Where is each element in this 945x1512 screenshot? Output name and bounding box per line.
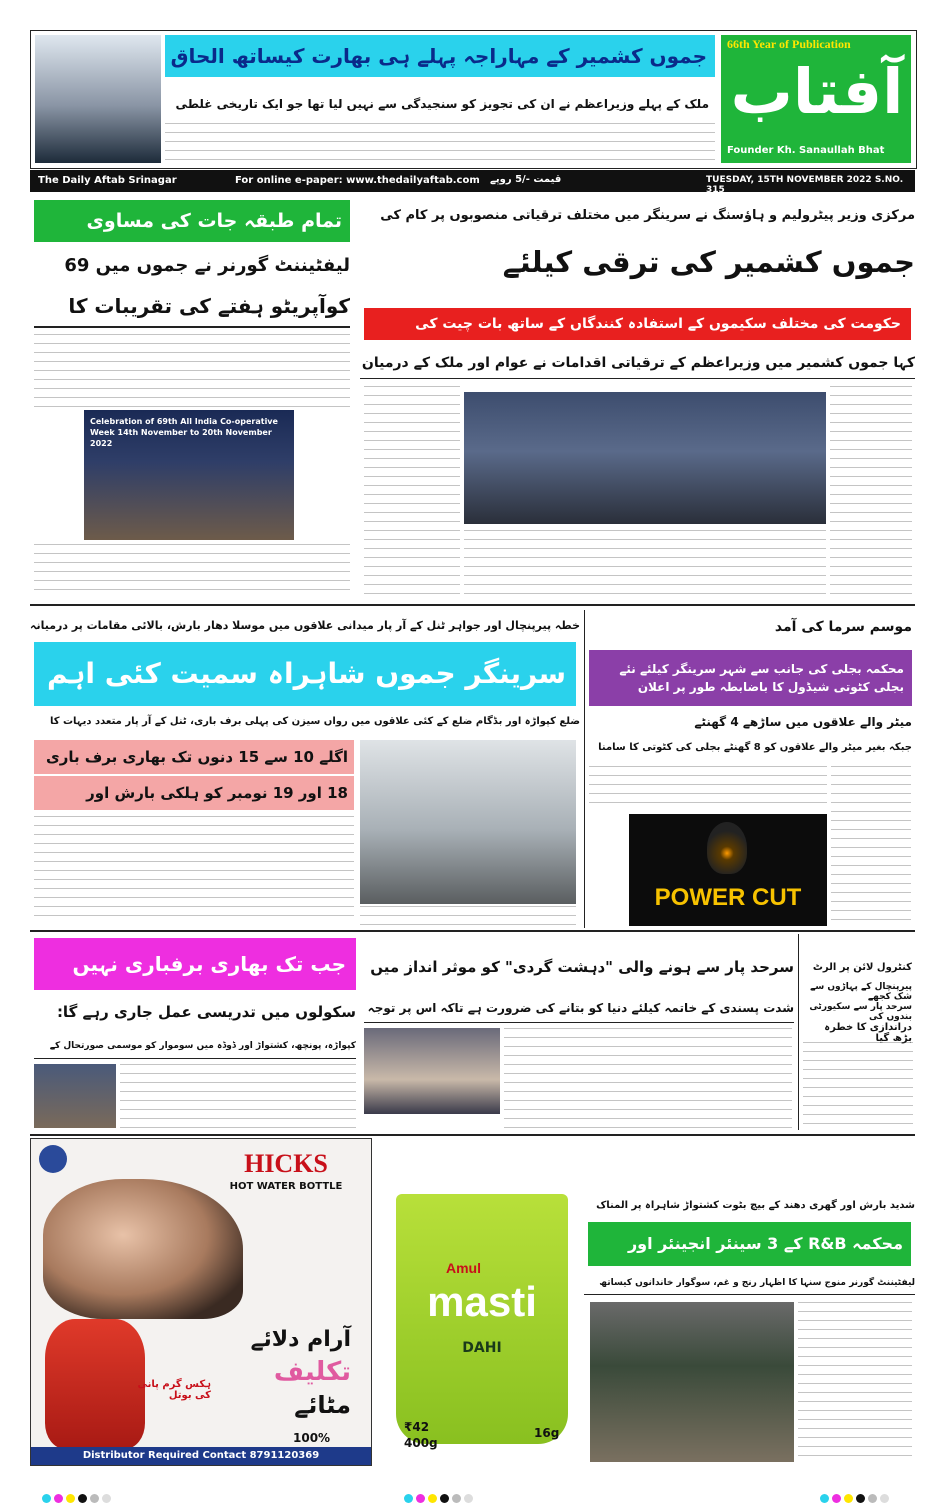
bulb-icon	[707, 822, 747, 874]
schools-body-text	[120, 1064, 356, 1128]
hicks-brand: HICKS	[244, 1149, 328, 1178]
registration-marks-left	[42, 1494, 111, 1503]
lg-banner-text: Celebration of 69th All India Co-operative Week 14th November to 20th November 2022	[90, 417, 278, 448]
schools-photo	[34, 1064, 116, 1128]
registration-marks-right	[820, 1494, 889, 1503]
hicks-urdu-2: تکلیف	[273, 1357, 351, 1387]
lg-story	[30, 198, 354, 600]
border-photo	[364, 1028, 500, 1114]
lg-headline-1: لیفٹیننٹ گورنر نے جموں میں 69	[64, 255, 350, 276]
hicks-distributor: Distributor Required Contact 8791120369	[31, 1447, 371, 1465]
weather-head-2: جبکہ بغیر میٹر والے علاقوں کو 8 گھنٹے بجلی کی کٹوتی کا سامنا	[598, 742, 912, 753]
dateline-left: The Daily Aftab Srinagar	[38, 175, 177, 186]
year-line: 66th Year of Publication	[727, 37, 851, 51]
accident-green-bar: محکمہ R&B کے 3 سینئر انجینئر اور	[588, 1222, 911, 1266]
price: قیمت -/5 روپے	[490, 174, 562, 185]
amul-product: masti	[427, 1278, 537, 1325]
masthead	[30, 30, 917, 169]
accident-body-text	[798, 1302, 912, 1462]
hicks-model-photo	[43, 1179, 243, 1319]
hicks-urdu-3: مٹائے	[294, 1391, 351, 1419]
minister-photo	[35, 35, 161, 163]
power-cut-image	[629, 814, 827, 926]
power-cut-label: POWER CUT	[654, 884, 802, 911]
loc-line-2: پیرپنچال کے پہاڑوں سے شک کجھے	[810, 982, 912, 1002]
hicks-100-percent: 100%	[293, 1431, 331, 1445]
hicks-bottle-image	[45, 1319, 145, 1449]
founder-line: Founder Kh. Sanaullah Bhat	[727, 145, 885, 156]
top-subheadline: ملک کے پہلے وزیراعظم نے ان کی تجویز کو سنجیدگی سے نہیں لیا تھا جو ایک تاریخی غلطی	[175, 97, 709, 111]
horizontal-rule-1	[30, 604, 915, 606]
epaper-link[interactable]: For online e-paper: www.thedailyaftab.com	[235, 175, 480, 186]
accident-photo	[590, 1302, 794, 1462]
snow-pink-head-1: اگلے 10 سے 15 دنوں تک بھاری برف باری	[34, 740, 354, 774]
weather-kicker: موسم سرما کی آمد	[774, 619, 912, 635]
snow-pink-head-2: 18 اور 19 نومبر کو ہلکی بارش اور	[34, 776, 354, 810]
accident-kicker: شدید بارش اور گھری دھند کے بیچ بٹوت کشتواڑ شاہراہ پر المناک	[596, 1200, 915, 1211]
lg-headline-2: کوآپریٹو ہفتے کی تقریبات کا	[34, 286, 350, 328]
amul-price: ₹42	[404, 1420, 430, 1434]
masthead-body-text	[165, 123, 715, 165]
amul-dahi: DAHI	[462, 1340, 502, 1356]
horizontal-rule-3	[30, 1134, 915, 1136]
lead-body-right	[830, 386, 912, 598]
snow-subheadline: ضلع کپواڑہ اور بڈگام ضلع کے کئی علاقوں میں رواں سیزن کی پہلی برف باری، ٹنل کے آر پار متعدد دیہات کا	[49, 716, 580, 727]
logo-text: آفتاب	[730, 55, 904, 128]
lead-body-left	[364, 386, 460, 598]
schools-story	[30, 934, 360, 1130]
schools-headline: سکولوں میں تدریسی عمل جاری رہے گا:	[56, 1003, 356, 1021]
loc-line-4: دراندازی کا خطرہ بڑھ گیا	[824, 1022, 912, 1044]
lead-body-bottom	[464, 530, 826, 598]
lg-green-bar: تمام طبقہ جات کی مساوی	[34, 200, 350, 242]
hicks-product: HOT WATER BOTTLE	[229, 1181, 343, 1192]
border-body-text	[504, 1028, 792, 1128]
lead-headline: جموں کشمیر کی ترقی کیلئے	[502, 245, 915, 279]
dateline-bar	[30, 170, 915, 192]
snow-body-text	[34, 816, 354, 924]
powercut-story	[584, 610, 916, 928]
weather-head-1: میٹر والے علاقوں میں ساڑھے 4 گھنٹے	[694, 715, 912, 729]
amul-weight: 400g	[404, 1436, 438, 1450]
lead-subheadline: کہا جموں کشمیر میں وزیراعظم کے ترقیاتی اقدامات نے عوام اور ملک کے درمیان	[360, 348, 915, 379]
snow-headline: سرینگر جموں شاہراہ سمیت کئی اہم	[34, 642, 576, 706]
loc-body-text	[803, 1042, 913, 1126]
accident-subheadline: لیفٹیننٹ گورنر منوج سنہا کا اظہار رنج و غم، سوگوار خاندانوں کیساتھ	[584, 1272, 915, 1295]
snow-kicker: خطہ پیرپنچال اور جواہر ٹنل کے آر پار میدانی علاقوں میں موسلا دھار بارش، بالائی مقامات پر درمیانہ	[30, 619, 580, 632]
logo-block	[721, 35, 911, 163]
lead-red-bar: حکومت کی مختلف سکیموں کے استفادہ کنندگاں کے ساتھ بات چیت کی	[364, 308, 911, 340]
loc-story	[798, 934, 916, 1130]
snow-story	[30, 610, 580, 928]
lg-body-text-top	[34, 334, 350, 408]
loc-line-1: کنٹرول لائن پر الرٹ	[812, 962, 912, 973]
schools-subheadline: کپواڑہ، پونچھ، کشتواڑ اور ڈوڈہ میں سوموار کو موسمی صورتحال کے	[34, 1034, 356, 1059]
issue-date: TUESDAY, 15TH NOVEMBER 2022 S.NO. 315	[706, 175, 904, 192]
horizontal-rule-2	[30, 930, 915, 932]
schools-magenta-bar: جب تک بھاری برفباری نہیں	[34, 938, 356, 990]
weather-body-right	[831, 766, 911, 926]
amul-protein: 16g	[534, 1426, 560, 1440]
hicks-ad	[30, 1138, 372, 1466]
lead-story	[360, 198, 915, 600]
border-headline: سرحد پار سے ہونے والی "دہشت گردی" کو موثر انداز میں	[370, 958, 794, 976]
top-headline: جموں کشمیر کے مہاراجہ پہلے ہی بھارت کیساتھ الحاق	[165, 35, 715, 77]
lg-body-text-bottom	[34, 544, 350, 598]
snow-photo	[360, 740, 576, 904]
hicks-100-badge	[39, 1145, 67, 1173]
hicks-urdu-4: ہکس گرم پانی کی بوتل	[137, 1379, 211, 1401]
hicks-urdu-1: آرام دلائے	[250, 1327, 351, 1352]
weather-purple-bar: محکمہ بجلی کی جانب سے شہر سرینگر کیلئے نئے بجلی کٹوتی شیڈول کا باضابطہ طور پر اعلان	[589, 650, 912, 706]
registration-marks-center	[404, 1494, 473, 1503]
lead-kicker: مرکزی وزیر پیٹرولیم و ہاؤسنگ نے سرینگر میں مختلف ترقیاتی منصوبوں پر کام کی	[380, 208, 915, 223]
border-subheadline: شدت پسندی کے خاتمہ کیلئے دنیا کو بتانے کی ضرورت ہے تاکہ اس پر توجہ	[364, 994, 794, 1023]
accident-story	[584, 1190, 915, 1464]
amul-brand: Amul	[446, 1260, 481, 1276]
border-story	[364, 934, 794, 1130]
snow-caption	[360, 906, 576, 926]
loc-line-3: سرحد پار سے سکیورٹی بندوں کی	[809, 1002, 912, 1022]
lead-photo	[464, 392, 826, 524]
amul-ad	[384, 1190, 580, 1464]
lg-photo	[84, 410, 294, 540]
weather-body-top	[589, 766, 827, 810]
